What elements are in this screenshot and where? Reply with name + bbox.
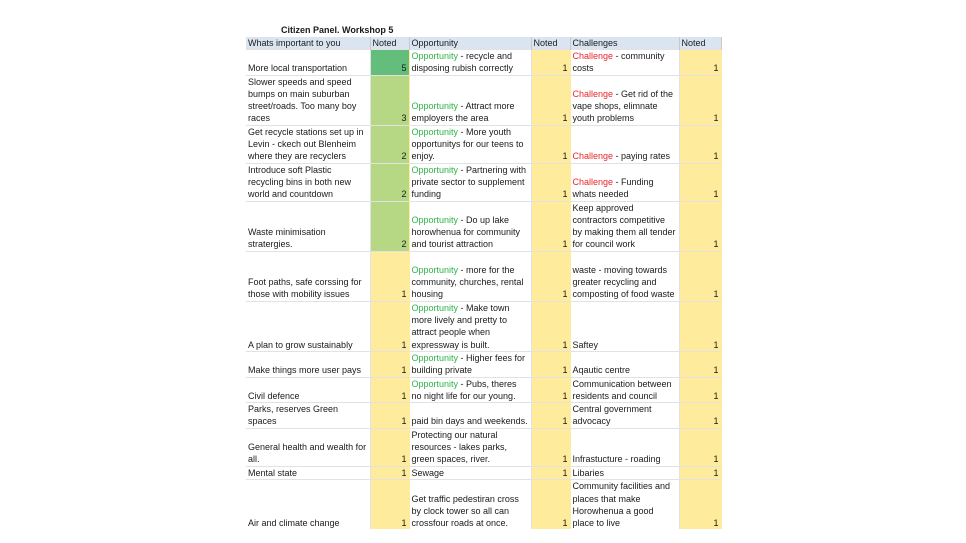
noted-cell: 1 (531, 301, 570, 351)
challenge-cell (570, 377, 679, 403)
important-cell: Foot paths, safe corssing for those with mobility issues (246, 251, 370, 301)
challenge-cell (570, 201, 679, 251)
noted-cell: 1 (679, 125, 721, 163)
table-row (246, 428, 721, 466)
challenge-tag: Challenge (572, 88, 614, 99)
header-noted-3: Noted (679, 37, 721, 50)
noted-cell: 1 (531, 125, 570, 163)
opportunity-tag: Opportunity (411, 101, 459, 112)
table-row (246, 479, 721, 529)
challenge-text: - Get rid of the vape shops, elimnate youth problems (572, 88, 674, 124)
important-cell: More local transportation (246, 50, 370, 76)
table-row (246, 50, 721, 76)
opportunity-text: - Attract more employers the area (411, 101, 515, 124)
noted-cell: 1 (679, 75, 721, 125)
opportunity-text: Sewage (411, 467, 445, 478)
challenge-text: - Funding whats needed (572, 176, 654, 200)
noted-cell: 1 (370, 466, 409, 479)
noted-cell: 1 (531, 377, 570, 403)
challenge-text: Saftey (572, 339, 599, 350)
important-cell: Introduce soft Plastic recycling bins in both new world and countdown (246, 163, 370, 201)
table-row (246, 377, 721, 403)
important-cell: Civil defence (246, 377, 370, 403)
challenge-tag: Challenge (572, 176, 614, 187)
table-row (246, 125, 721, 163)
noted-cell: 1 (370, 301, 409, 351)
noted-cell: 1 (531, 50, 570, 76)
challenge-cell (570, 403, 679, 429)
challenge-cell (570, 163, 679, 201)
challenge-cell (570, 75, 679, 125)
opportunity-tag: Opportunity (411, 302, 459, 313)
noted-cell: 1 (531, 403, 570, 429)
noted-cell: 1 (531, 201, 570, 251)
opportunity-cell (409, 301, 531, 351)
opportunity-text: paid bin days and weekends. (411, 416, 528, 427)
noted-cell: 1 (679, 201, 721, 251)
challenge-text: Infrastucture - roading (572, 454, 661, 465)
noted-cell: 1 (679, 466, 721, 479)
table-row (246, 163, 721, 201)
challenge-text: Community facilities and places that make Horowhenua a good place to live (572, 481, 671, 529)
challenge-text: - paying rates (613, 151, 671, 162)
important-cell: Slower speeds and speed bumps on main suburban street/roads. Too many boy races (246, 75, 370, 125)
table-row (246, 251, 721, 301)
challenge-text: Communication between residents and council (572, 378, 672, 401)
opportunity-cell (409, 377, 531, 403)
noted-cell: 5 (370, 50, 409, 76)
opportunity-text: - more for the community, churches, rental housing (411, 264, 524, 300)
noted-cell: 1 (679, 251, 721, 301)
noted-cell: 1 (679, 403, 721, 429)
noted-cell: 1 (531, 75, 570, 125)
noted-cell: 1 (531, 163, 570, 201)
noted-cell: 1 (370, 428, 409, 466)
noted-cell: 1 (679, 428, 721, 466)
noted-cell: 2 (370, 201, 409, 251)
noted-cell: 1 (679, 50, 721, 76)
noted-cell: 1 (531, 466, 570, 479)
challenge-tag: Challenge (572, 151, 614, 162)
noted-cell: 1 (679, 479, 721, 529)
noted-cell: 2 (370, 163, 409, 201)
challenge-cell (570, 125, 679, 163)
opportunity-cell (409, 201, 531, 251)
noted-cell: 2 (370, 125, 409, 163)
opportunity-text: - Make town more lively and pretty to attract people when expressway is built. (411, 302, 510, 350)
spreadsheet (246, 24, 721, 529)
challenge-tag: Challenge (572, 51, 614, 61)
noted-cell: 1 (370, 403, 409, 429)
opportunity-cell (409, 75, 531, 125)
opportunity-tag: Opportunity (411, 164, 459, 175)
noted-cell: 1 (370, 351, 409, 377)
opportunity-cell (409, 479, 531, 529)
noted-cell: 1 (531, 351, 570, 377)
table-row (246, 201, 721, 251)
opportunity-cell (409, 251, 531, 301)
table-body (246, 50, 721, 530)
opportunity-text: - Higher fees for building private (411, 352, 526, 376)
header-challenges: Challenges (570, 37, 679, 50)
challenge-text: Central government advocacy (572, 404, 652, 427)
important-cell: Get recycle stations set up in Levin - ckech out Blenheim where they are recyclers (246, 125, 370, 163)
opportunity-tag: Opportunity (411, 378, 459, 389)
opportunity-text: - Pubs, theres no night life for our young. (411, 378, 517, 401)
noted-cell: 1 (531, 428, 570, 466)
opportunity-text: - Partnering with private sector to supplement funding (411, 164, 527, 200)
challenge-text: - community costs (572, 51, 665, 74)
challenge-cell (570, 351, 679, 377)
noted-cell: 1 (679, 301, 721, 351)
challenge-text: waste - moving towards greater recycling and composting of food waste (572, 264, 675, 300)
important-cell: Waste minimisation stratergies. (246, 201, 370, 251)
header-row (246, 37, 721, 50)
opportunity-cell (409, 50, 531, 76)
important-cell: Air and climate change (246, 479, 370, 529)
table-row (246, 351, 721, 377)
opportunity-cell (409, 163, 531, 201)
challenge-text: Aqautic centre (572, 365, 631, 376)
opportunity-tag: Opportunity (411, 264, 459, 275)
noted-cell: 1 (370, 251, 409, 301)
header-noted-2: Noted (531, 37, 570, 50)
important-cell: General health and wealth for all. (246, 428, 370, 466)
opportunity-cell (409, 351, 531, 377)
challenge-cell (570, 479, 679, 529)
table-row (246, 301, 721, 351)
challenge-text: Libaries (572, 467, 605, 478)
challenge-cell (570, 301, 679, 351)
important-cell: A plan to grow sustainably (246, 301, 370, 351)
opportunity-cell (409, 466, 531, 479)
challenge-cell (570, 251, 679, 301)
sheet-title: Citizen Panel. Workshop 5 (281, 25, 394, 35)
noted-cell: 1 (531, 479, 570, 529)
table-row (246, 403, 721, 429)
opportunity-cell (409, 428, 531, 466)
opportunity-tag: Opportunity (411, 51, 459, 61)
noted-cell: 1 (679, 351, 721, 377)
noted-cell: 1 (370, 479, 409, 529)
opportunity-cell (409, 125, 531, 163)
noted-cell: 3 (370, 75, 409, 125)
noted-cell: 1 (531, 251, 570, 301)
opportunity-text: - More youth opportunitys for our teens to enjoy. (411, 126, 524, 162)
important-cell: Mental state (246, 466, 370, 479)
table-row (246, 466, 721, 479)
header-important: Whats important to you (246, 37, 370, 50)
noted-cell: 1 (679, 163, 721, 201)
challenge-cell (570, 50, 679, 76)
challenge-cell (570, 466, 679, 479)
challenge-cell (570, 428, 679, 466)
opportunity-tag: Opportunity (411, 126, 459, 137)
opportunity-text: Protecting our natural resources - lakes parks, green spaces, river. (411, 429, 508, 465)
important-cell: Make things more user pays (246, 351, 370, 377)
opportunity-tag: Opportunity (411, 214, 459, 225)
header-noted-1: Noted (370, 37, 409, 50)
table-row (246, 75, 721, 125)
opportunity-text: - recycle and disposing rubish correctly (411, 51, 514, 74)
opportunity-text: Get traffic pedestiran cross by clock tower so all can crossfour roads at once. (411, 493, 519, 529)
opportunity-tag: Opportunity (411, 352, 459, 363)
noted-cell: 1 (370, 377, 409, 403)
important-cell: Parks, reserves Green spaces (246, 403, 370, 429)
opportunity-text: - Do up lake horowhenua for community and tourist attraction (411, 214, 521, 250)
header-opportunity: Opportunity (409, 37, 531, 50)
noted-cell: 1 (679, 377, 721, 403)
opportunity-cell (409, 403, 531, 429)
challenge-text: Keep approved contractors competitive by making them all tender for council work (572, 202, 676, 250)
data-table (246, 37, 722, 529)
